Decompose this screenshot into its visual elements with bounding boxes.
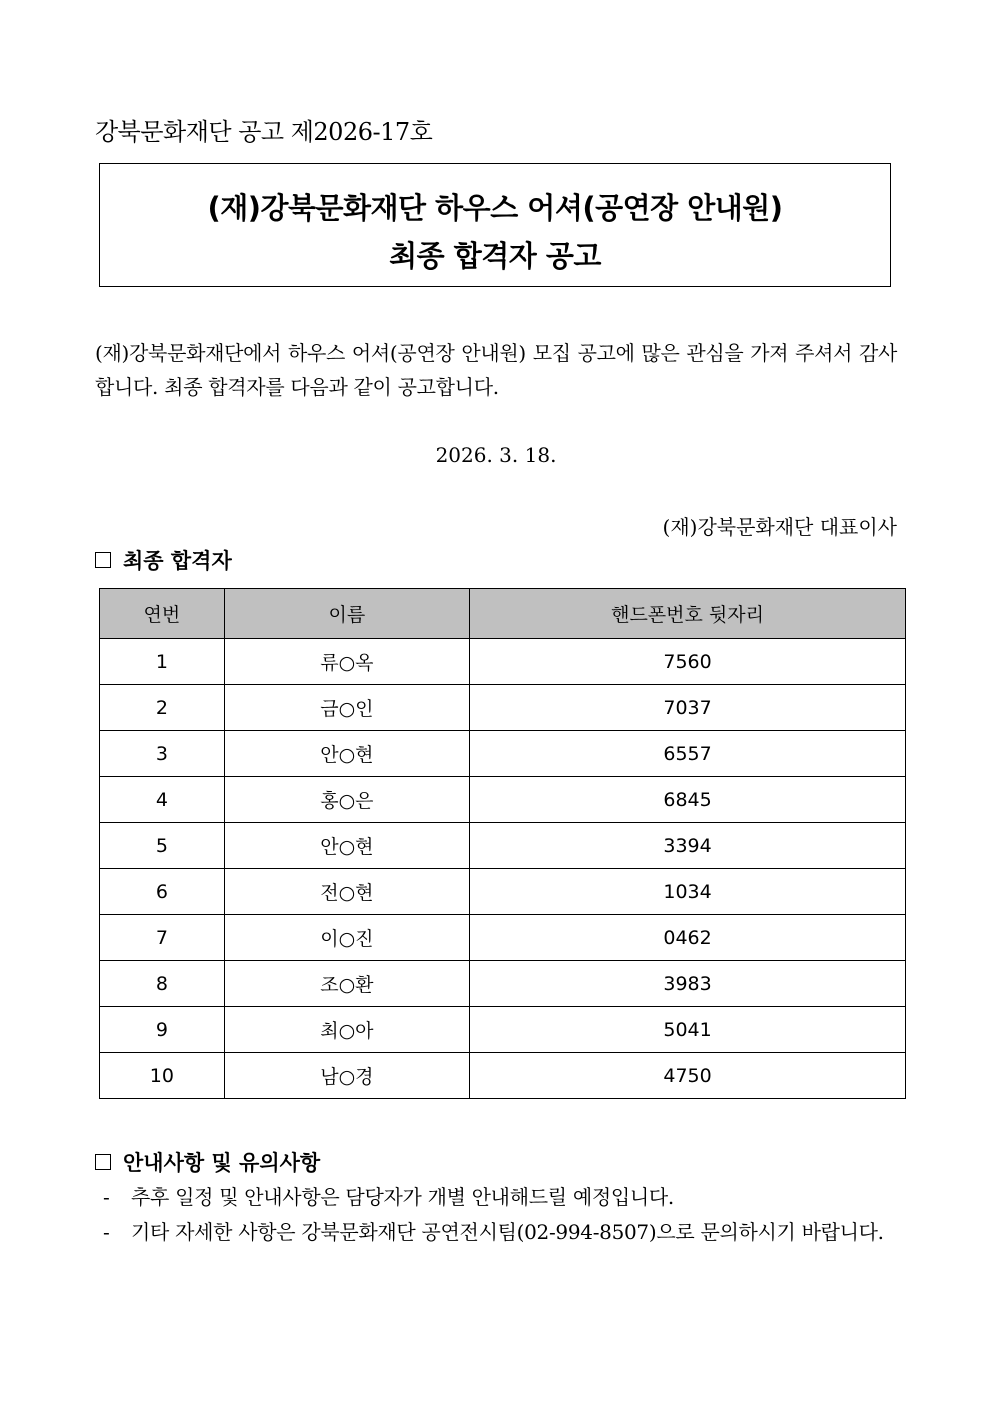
cell-serial: 6 <box>100 869 225 915</box>
title-box <box>99 163 891 287</box>
header-phone-suffix: 핸드폰번호 뒷자리 <box>470 589 906 639</box>
cell-name: 홍○은 <box>224 777 469 823</box>
table-row <box>100 639 906 685</box>
cell-phone-suffix: 3394 <box>470 823 906 869</box>
section-heading-label: 최종 합격자 <box>123 549 232 573</box>
cell-phone-suffix: 7560 <box>470 639 906 685</box>
note-text: 추후 일정 및 안내사항은 담당자가 개별 안내해드릴 예정입니다. <box>131 1185 674 1209</box>
cell-phone-suffix: 4750 <box>470 1053 906 1099</box>
title-line-2: 최종 합격자 공고 <box>389 239 601 273</box>
cell-name: 전○현 <box>224 869 469 915</box>
section-heading-results <box>95 545 232 575</box>
table-row <box>100 823 906 869</box>
cell-phone-suffix: 5041 <box>470 1007 906 1053</box>
notes-list <box>103 1180 903 1250</box>
table-row <box>100 961 906 1007</box>
cell-serial: 1 <box>100 639 225 685</box>
notice-number: 강북문화재단 공고 제2026-17호 <box>95 118 433 146</box>
notice-date: 2026. 3. 18. <box>435 443 557 467</box>
section-heading-notes <box>95 1147 320 1177</box>
cell-phone-suffix: 7037 <box>470 685 906 731</box>
table-row <box>100 685 906 731</box>
cell-name: 최○아 <box>224 1007 469 1053</box>
note-item <box>103 1215 903 1250</box>
note-bullet: - <box>103 1185 110 1209</box>
cell-serial: 5 <box>100 823 225 869</box>
cell-name: 류○옥 <box>224 639 469 685</box>
title-line-1: (재)강북문화재단 하우스 어셔(공연장 안내원) <box>207 191 783 225</box>
note-bullet: - <box>103 1220 110 1244</box>
table-row <box>100 915 906 961</box>
checkbox-square-icon <box>95 1154 111 1170</box>
cell-name: 금○인 <box>224 685 469 731</box>
cell-serial: 10 <box>100 1053 225 1099</box>
intro-paragraph: (재)강북문화재단에서 하우스 어셔(공연장 안내원) 모집 공고에 많은 관심을 가져 주셔서 감사합니다. 최종 합격자를 다음과 같이 공고합니다. <box>95 341 897 399</box>
cell-phone-suffix: 1034 <box>470 869 906 915</box>
checkbox-square-icon <box>95 552 111 568</box>
cell-name: 남○경 <box>224 1053 469 1099</box>
note-text: 기타 자세한 사항은 강북문화재단 공연전시팀(02-994-8507)으로 문의하시기 바랍니다. <box>131 1220 884 1244</box>
table-row <box>100 777 906 823</box>
cell-phone-suffix: 0462 <box>470 915 906 961</box>
table-row <box>100 869 906 915</box>
note-item <box>103 1180 903 1215</box>
cell-name: 조○환 <box>224 961 469 1007</box>
header-name: 이름 <box>224 589 469 639</box>
table-row <box>100 1053 906 1099</box>
cell-serial: 9 <box>100 1007 225 1053</box>
cell-serial: 7 <box>100 915 225 961</box>
cell-name: 안○현 <box>224 823 469 869</box>
cell-serial: 8 <box>100 961 225 1007</box>
cell-serial: 4 <box>100 777 225 823</box>
cell-phone-suffix: 6557 <box>470 731 906 777</box>
signer: (재)강북문화재단 대표이사 <box>662 515 897 539</box>
cell-phone-suffix: 3983 <box>470 961 906 1007</box>
cell-serial: 2 <box>100 685 225 731</box>
cell-name: 안○현 <box>224 731 469 777</box>
table-row <box>100 731 906 777</box>
cell-serial: 3 <box>100 731 225 777</box>
cell-name: 이○진 <box>224 915 469 961</box>
table-header-row <box>100 589 906 639</box>
section-heading-label: 안내사항 및 유의사항 <box>123 1151 321 1175</box>
header-serial: 연번 <box>100 589 225 639</box>
cell-phone-suffix: 6845 <box>470 777 906 823</box>
results-table <box>99 588 906 1099</box>
table-row <box>100 1007 906 1053</box>
